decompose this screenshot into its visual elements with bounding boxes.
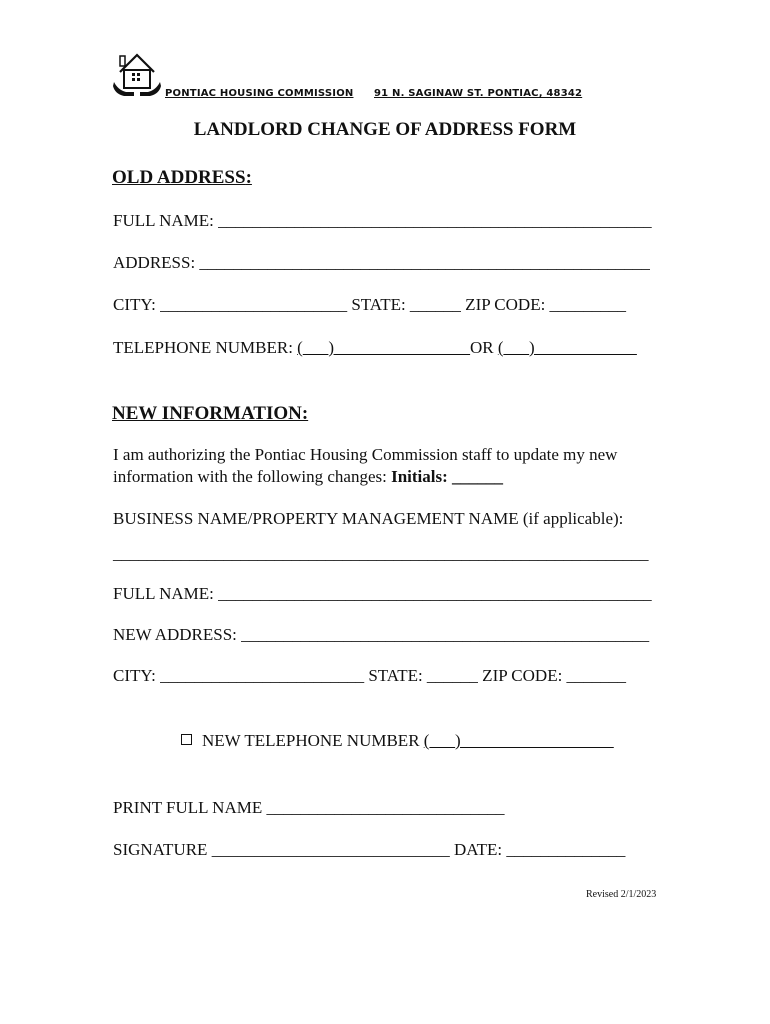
old-telephone-field[interactable] [113,338,637,358]
old-telephone-or: OR [470,338,498,357]
org-address: 91 N. SAGINAW ST. PONTIAC, 48342 [374,88,583,99]
authorize-text-line2: information with the following changes: Initials: ______ [113,467,504,486]
new-city-state-zip-field[interactable]: CITY: ________________________ STATE: ______ ZIP CODE: _______ [113,666,627,685]
new-telephone-label: NEW TELEPHONE NUMBER [202,731,424,750]
house-hands-icon [112,48,162,98]
form-title: LANDLORD CHANGE OF ADDRESS FORM [193,119,577,140]
new-information-heading: NEW INFORMATION: [112,403,309,424]
old-address-heading: OLD ADDRESS: [112,167,252,188]
old-telephone-label: TELEPHONE NUMBER: [113,338,298,357]
initials-field[interactable]: Initials: ______ [391,467,504,486]
new-address-field[interactable]: NEW ADDRESS: ________________________________________________ [113,625,650,644]
old-telephone-blank[interactable]: (___)________________ [297,338,470,357]
org-name: PONTIAC HOUSING COMMISSION [165,88,354,99]
new-telephone-row [181,731,614,751]
business-name-field[interactable]: _______________________________________________________________ [113,544,649,563]
print-full-name-field[interactable]: PRINT FULL NAME ____________________________ [113,798,505,817]
old-full-name-field[interactable]: FULL NAME: ___________________________________________________ [113,211,652,230]
authorize-text-line1: I am authorizing the Pontiac Housing Commission staff to update my new [113,445,618,464]
revised-date: Revised 2/1/2023 [586,889,657,900]
signature-date-field[interactable]: SIGNATURE ____________________________ DATE: ______________ [113,840,626,859]
business-name-label: BUSINESS NAME/PROPERTY MANAGEMENT NAME (if applicable): [113,509,624,528]
new-full-name-field[interactable]: FULL NAME: ___________________________________________________ [113,584,652,603]
old-address-field[interactable]: ADDRESS: _____________________________________________________ [113,253,650,272]
old-telephone-blank-alt[interactable]: (___)____________ [497,338,637,357]
old-city-state-zip-field[interactable]: CITY: ______________________ STATE: ______ ZIP CODE: _________ [113,295,627,314]
new-telephone-checkbox[interactable] [181,734,192,745]
new-telephone-field[interactable]: (___)__________________ [423,731,614,750]
